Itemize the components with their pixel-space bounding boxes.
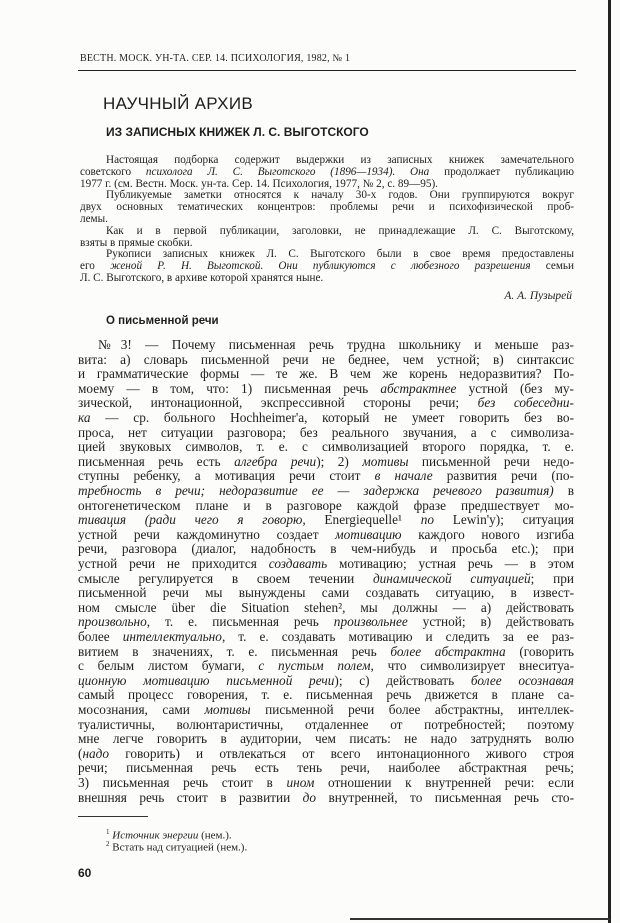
italic-text: женой Р. Н. Выготской. Они публикуются с любезного разрешения: [110, 260, 531, 273]
text-segment: , т. е. создавать мотивацию и следить за ее раз-: [221, 629, 574, 644]
text-segment: и грамматические формы — те же. В чем же корень недоразвития? По-: [78, 366, 574, 382]
footnote-text: Источник энергии: [112, 829, 199, 842]
italic-text: до: [302, 789, 317, 805]
editor-signature: А. А. Пузырей: [504, 290, 572, 302]
italic-text: ином: [286, 775, 315, 790]
text-segment: зической, интонационной, экспрессивной стороны речи;: [78, 395, 478, 411]
text-segment: Рукописи записных книжек Л. С. Выготского были в свое время предоставлены: [106, 248, 574, 261]
text-line: [78, 687, 574, 702]
text-line: [78, 439, 574, 454]
text-line: [78, 644, 574, 659]
footnote-2: [106, 840, 247, 854]
text-segment: онтогенетическом плане и в разговоре каждой фразе предшествует мо-: [78, 497, 574, 513]
text-line: [78, 673, 574, 688]
italic-text: психолога Л. С. Выготского (1896—1934). Она: [145, 165, 430, 178]
text-segment: отношении к внутренней речи: если: [314, 775, 574, 790]
text-segment: лемы.: [80, 213, 108, 225]
text-line: [78, 512, 574, 527]
text-segment: письменная речь есть: [78, 453, 235, 469]
italic-text: динамической ситуацией: [372, 570, 531, 586]
text-line: [78, 585, 574, 600]
text-segment: , т. е. письменная речь: [146, 614, 334, 630]
italic-text: в начале: [374, 468, 433, 484]
italic-text: алгебра речи: [234, 453, 317, 469]
text-line: [78, 483, 574, 498]
text-line: [78, 498, 574, 513]
text-segment: речи, разговора (диалог, надобность в чем-нибудь и просьба etc.); при: [78, 541, 574, 557]
text-line: [78, 556, 574, 571]
text-segment: устной речи не приходится: [78, 556, 269, 571]
text-segment: семьи: [530, 260, 574, 273]
text-line: [80, 260, 574, 272]
text-segment: ); с) действовать: [334, 672, 471, 688]
text-segment: письменной речи более абстрактны, интеллек-: [250, 702, 574, 717]
text-segment: — ср. больного Hochheimer'a, который не умеет говорить без во-: [90, 410, 574, 425]
text-segment: ступны ребенку, а мотивация речи стоит: [78, 468, 375, 484]
text-segment: устной (без му-: [456, 380, 574, 396]
footnote-text: Встать над ситуацией (нем.).: [112, 841, 248, 854]
text-segment: речи; письменная речь есть тень речи, наиболее абстрактная речь;: [78, 760, 574, 776]
text-segment: Energiequelle¹: [305, 512, 421, 528]
text-line: [98, 337, 574, 352]
text-line: [78, 731, 574, 746]
text-line: [80, 166, 574, 178]
text-segment: (говорить: [505, 643, 575, 659]
text-segment: Настоящая подборка содержит выдержки из записных книжек замечательного: [106, 154, 574, 166]
text-segment: внешняя речь стоит в развитии: [78, 789, 303, 805]
text-segment: советского: [80, 165, 146, 178]
italic-text: требность в речи; недоразвитие ее — задержка речевого развития): [78, 483, 554, 498]
italic-text: тивация (ради чего я говорю,: [78, 512, 306, 528]
text-line: [78, 541, 574, 556]
text-segment: письменной речи недо-: [408, 453, 574, 469]
text-segment: 3) письменная речь стоит в: [78, 775, 287, 790]
text-line: [78, 571, 574, 586]
text-segment: продолжает публикацию: [429, 165, 575, 178]
text-segment: более: [78, 629, 123, 644]
text-line: [78, 352, 574, 367]
italic-text: мотивы: [204, 702, 251, 717]
italic-text: ка: [78, 410, 91, 425]
text-line: [78, 425, 574, 440]
text-line: [80, 178, 574, 190]
text-segment: развития речи (по-: [432, 468, 574, 484]
text-segment: двух основных тематических концентров: проблемы речи и психофизической проб-: [80, 201, 574, 214]
text-line: [80, 213, 574, 225]
text-segment: Lewin'y); ситуация: [434, 512, 574, 528]
text-segment: мне легче говорить в аудитории, чем писать: не надо затруднять волю: [78, 731, 574, 747]
italic-text: более осознавая: [470, 672, 574, 688]
text-line: [78, 629, 574, 644]
text-segment: с белым листом бумаги,: [78, 658, 259, 674]
text-line: [78, 366, 574, 381]
text-line: [78, 717, 574, 732]
text-segment: устной; в) действовать: [407, 614, 575, 630]
italic-text: надо: [82, 745, 110, 761]
text-segment: , что символизирует внеситуа-: [370, 658, 575, 674]
text-segment: внутренней, то письменная речь сто-: [316, 789, 574, 805]
text-segment: в: [553, 483, 574, 498]
text-segment: витием в значениях, т. е. письменная речь: [78, 643, 391, 659]
text-line: [78, 790, 574, 805]
italic-text: мотивацию: [335, 526, 402, 542]
text-line: [80, 237, 574, 249]
scan-edge-right: [608, 0, 611, 923]
italic-text: более абстрактна: [390, 643, 506, 659]
text-segment: смысле регулируется в своем течении: [78, 570, 373, 586]
text-segment: мотивацию; устная речь — в этом: [327, 556, 574, 571]
text-segment: ном смысле über die Situation stehen², мы должны — а) действовать: [78, 599, 574, 615]
text-segment: устной речи каждоминутно создает: [78, 526, 336, 542]
italic-text: мотивы: [362, 453, 409, 469]
italic-text: произвольно: [78, 614, 147, 630]
italic-text: создавать: [268, 556, 328, 571]
text-line: [106, 154, 574, 166]
section-heading: О письменной речи: [106, 315, 219, 327]
text-line: [78, 395, 574, 410]
text-line: [78, 614, 574, 629]
header-rule: [78, 70, 576, 71]
italic-text: по: [420, 512, 435, 528]
text-segment: Л. С. Выготского, в архиве которой хранятся ныне.: [80, 272, 324, 284]
text-segment: моему — в том, что: 1) письменная речь: [78, 380, 381, 396]
text-segment: Как и в первой публикации, заголовки, не принадлежащие Л. С. Выготскому,: [106, 224, 574, 237]
text-segment: письменной речи мы вынуждены сами создавать ситуацию, в извест-: [78, 585, 574, 601]
article-title: ИЗ ЗАПИСНЫХ КНИЖЕК Л. С. ВЫГОТСКОГО: [106, 125, 369, 139]
text-line: [78, 527, 574, 542]
text-line: [106, 248, 574, 260]
text-segment: ; при: [530, 570, 574, 586]
text-line: [78, 468, 574, 483]
text-segment: говорить) и отвлекаться от всего интонационного живого строя: [109, 745, 574, 761]
text-line: [78, 381, 574, 396]
text-segment: ); 2): [316, 453, 363, 469]
text-segment: его: [80, 260, 111, 273]
text-line: [78, 702, 574, 717]
text-segment: (: [78, 745, 83, 761]
text-line: [78, 454, 574, 469]
italic-text: с пустым полем: [258, 658, 371, 674]
text-line: [80, 201, 574, 213]
page-number: 60: [78, 866, 92, 880]
text-line: [78, 760, 574, 775]
text-segment: туалистичны, волюнтаристичны, отдаленнее от потребностей; поэтому: [78, 716, 574, 732]
text-line: [78, 600, 574, 615]
text-segment: вита: а) словарь письменной речи не беднее, чем устной; в) синтаксис: [78, 351, 574, 367]
text-line: [78, 410, 574, 425]
text-segment: проса, нет ситуации разговора; без реального звучания, а с символиза-: [78, 424, 574, 440]
text-segment: взяты в прямые скобки.: [80, 236, 193, 249]
italic-text: без собеседни-: [477, 395, 574, 411]
text-line: [78, 775, 574, 790]
italic-text: абстрактнее: [380, 380, 457, 396]
text-line: [78, 746, 574, 761]
text-line: [106, 189, 574, 201]
italic-text: ционную мотивацию письменной речи: [78, 672, 335, 688]
text-segment: 1977 г. (см. Вестн. Моск. ун-та. Сер. 14. Психология, 1977, № 2, с. 89—95).: [80, 177, 438, 190]
footnote-mark: 2: [106, 840, 110, 848]
footnote-rule: [78, 816, 148, 817]
footnote-mark: 1: [106, 828, 110, 836]
text-segment: самый процесс говорения, т. е. письменная речь движется в плане са-: [78, 687, 574, 703]
text-segment: Публикуемые заметки относятся к началу 30-х годов. Они группируются вокруг: [106, 189, 574, 202]
section-title: НАУЧНЫЙ АРХИВ: [103, 94, 253, 113]
text-segment: №3! — Почему письменная речь трудна школьнику и меньше раз-: [98, 337, 574, 352]
text-segment: мосознания, сами: [78, 702, 205, 717]
scan-edge-bottom: [350, 918, 610, 920]
text-line: [80, 272, 574, 284]
italic-text: интеллектуально: [122, 629, 222, 644]
footnote-note: (нем.).: [198, 829, 232, 842]
text-line: [106, 225, 574, 237]
text-segment: каждого нового изгиба: [401, 526, 575, 542]
journal-header: ВЕСТН. МОСК. УН-ТА. СЕР. 14. ПСИХОЛОГИЯ, 1982, № 1: [80, 53, 351, 64]
text-segment: цией звуковых символов, т. е. с символизацией второго порядка, т. е.: [78, 439, 574, 455]
italic-text: произвольнее: [333, 614, 408, 630]
text-line: [78, 658, 574, 673]
